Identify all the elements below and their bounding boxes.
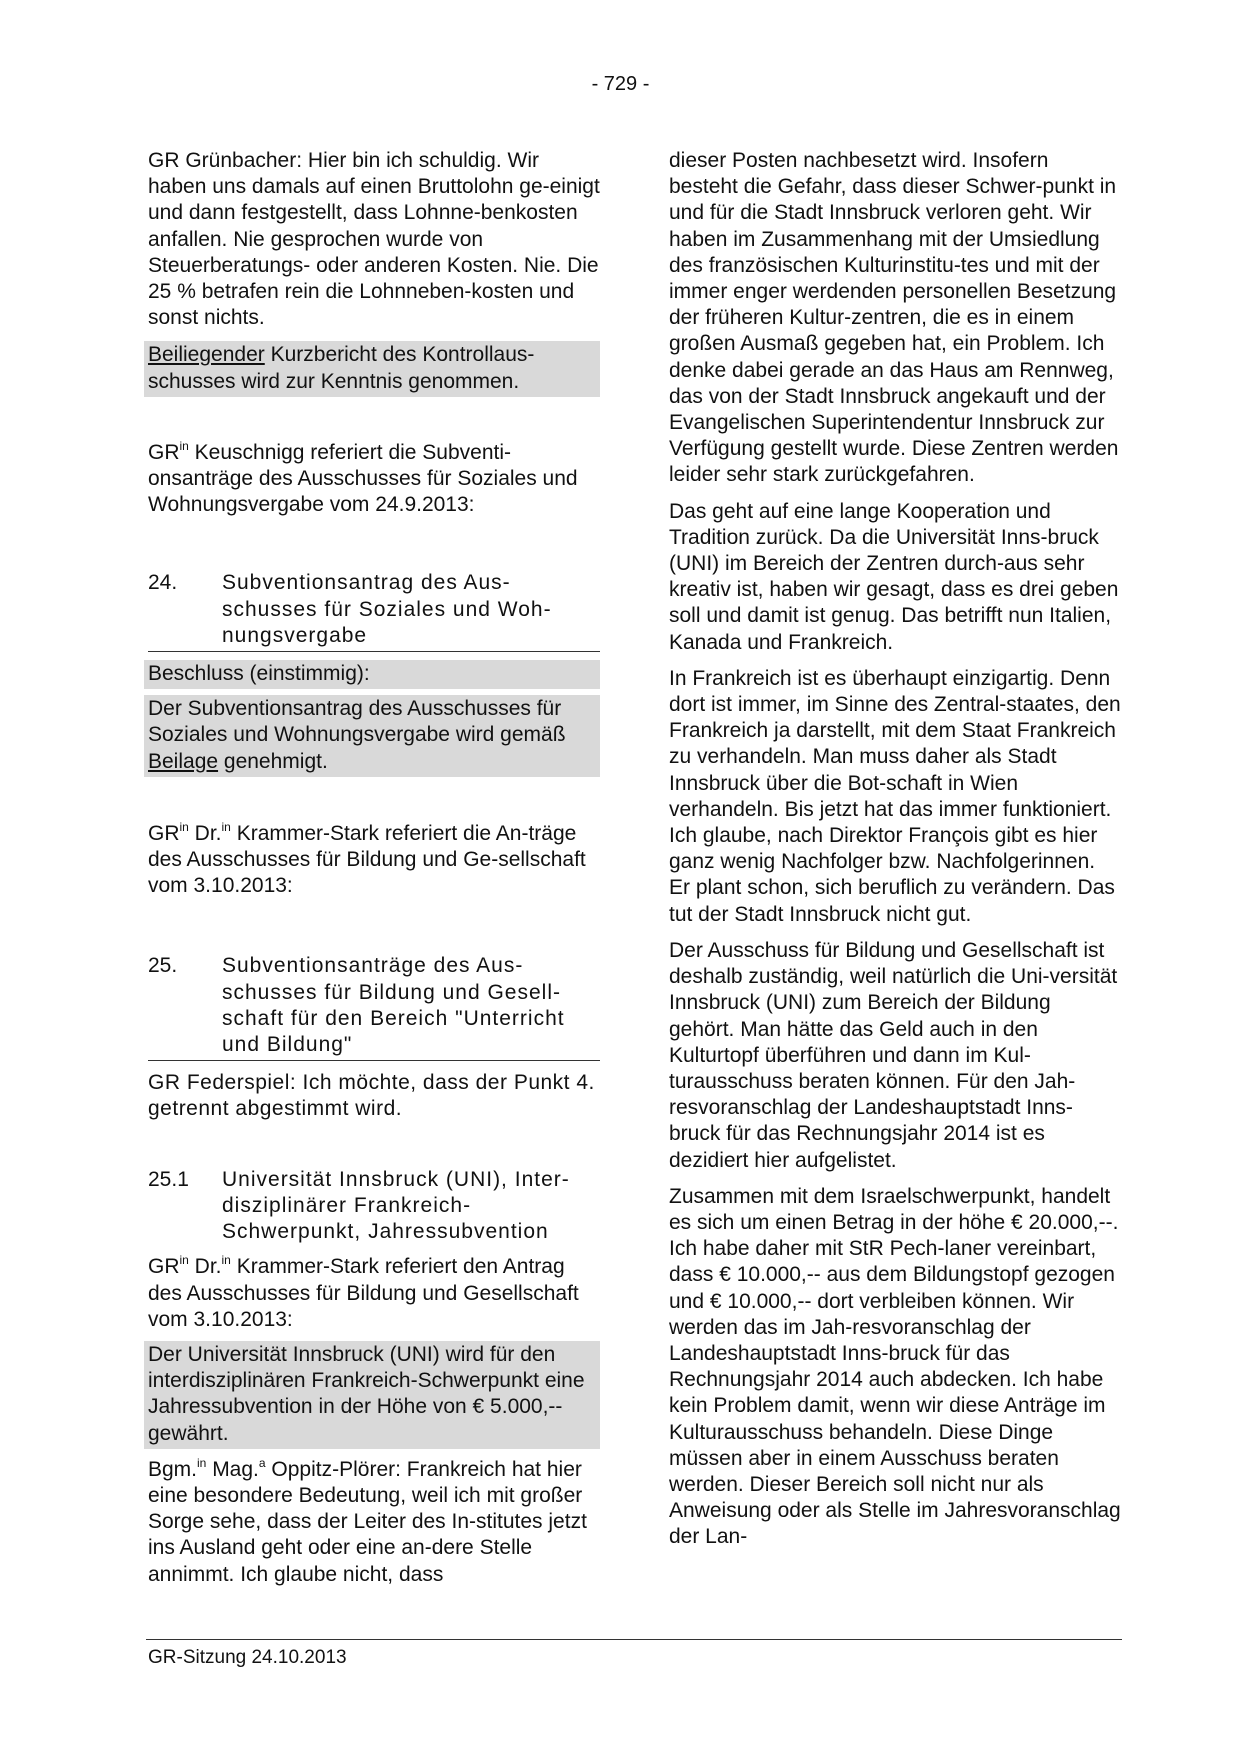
mag-prefix: Mag. [206, 1457, 259, 1481]
sup-in: in [221, 1253, 231, 1268]
federspiel-statement: GR Federspiel: Ich möchte, dass der Punkt 4. getrennt abgestimmt wird. [148, 1071, 595, 1121]
oppitz-statement [148, 1457, 600, 1588]
beschluss-label: Beschluss (einstimmig): [144, 660, 600, 689]
gr-prefix: GR [148, 440, 180, 464]
footer-session-date: GR-Sitzung 24.10.2013 [148, 1647, 347, 1668]
krammer-text: Krammer-Stark referiert die An-träge des Ausschusses für Bildung und Ge-sellschaft vom 3.10.2013: [148, 821, 586, 898]
uni-antrag: Der Universität Innsbruck (UNI) wird für den interdisziplinären Frankreich-Schwerpunkt eine Jahressubvention in der Höhe von € 5.000,-- gewährt. [144, 1341, 600, 1449]
keuschnigg-text: Keuschnigg referiert die Subventi-onsanträge des Ausschusses für Soziales und Wohnungsvergabe vom 24.9.2013: [148, 440, 578, 517]
beilage-link[interactable]: Beilage [148, 749, 219, 773]
sup-in: in [179, 1253, 189, 1268]
item-title: Subventionsantrag des Aus-schusses für Soziales und Woh-nungsvergabe [222, 571, 552, 647]
footer-rule [146, 1639, 1122, 1640]
krammer-intro-2 [148, 1254, 600, 1333]
kurzbericht-text: Kurzbericht des Kontrollaus-schusses wird zur Kenntnis genommen. [148, 343, 535, 393]
gr-prefix: GR [148, 1255, 180, 1279]
sup-a: a [258, 1455, 266, 1470]
dr-prefix: Dr. [188, 821, 222, 845]
keuschnigg-intro [148, 440, 600, 519]
paragraph-5: Zusammen mit dem Israelschwerpunkt, handelt es sich um einen Betrag in der höhe € 20.000,--. Ich habe daher mit StR Pech-laner vereinbart, dass € 10.000,-- aus dem Bildungstopf gezogen und € 10.000,-- dort verbleiben können. Wir werden das im Jah-resvoranschlag der Landeshauptstadt Inns-bruck für das Rechnungsjahr 2014 auch abdecken. Ich habe kein Problem damit, wenn wir diese Anträge im Kulturausschuss behandeln. Diese Dinge müssen aber in einem Ausschuss beraten werden. Dieser Bereich soll nicht nur als Anweisung oder als Stelle im Jahresvoranschlag der Lan- [669, 1184, 1121, 1549]
item-number: 24. [148, 571, 178, 595]
sup-in: in [197, 1455, 207, 1470]
paragraph-3: In Frankreich ist es überhaupt einzigartig. Denn dort ist immer, im Sinne des Zentral-staates, den Frankreich ja darstellt, mit dem Staat Frankreich zu verhandeln. Man muss daher als Stadt Innsbruck über die Bot-schaft in Wien verhandeln. Bis jetzt hat das immer funktioniert. Ich glaube, nach Direktor François gibt es hier ganz wenig Nachfolger bzw. Nachfolgerinnen. Er plant schon, sich beruflich zu verändern. Das tut der Stadt Innsbruck nicht gut. [669, 666, 1121, 926]
krammer-text: Krammer-Stark referiert den Antrag des Ausschusses für Bildung und Gesellschaft vom 3.10.2013: [148, 1255, 579, 1331]
kurzbericht-resolution [144, 341, 600, 396]
beschluss-end: genehmigt. [218, 749, 328, 773]
beschluss-body: Der Subventionsantrag des Ausschusses für Soziales und Wohnungsvergabe wird gemäß [148, 697, 566, 747]
agenda-item-25-1 [148, 1167, 600, 1246]
sup-in: in [221, 819, 231, 834]
beiliegender-link[interactable]: Beiliegender [148, 343, 265, 367]
agenda-item-25 [148, 953, 600, 1061]
sup-in: in [179, 438, 189, 453]
krammer-intro [148, 821, 600, 900]
left-column [148, 148, 600, 1588]
item-title: Subventionsanträge des Aus-schusses für Bildung und Gesell-schaft für den Bereich "Unterricht und Bildung" [222, 954, 565, 1057]
right-column [669, 148, 1121, 1551]
oppitz-text: Oppitz-Plörer: Frankreich hat hier eine besondere Bedeutung, weil ich mit großer Sorge sehe, dass der Leiter des In-stitutes jetzt ins Ausland geht oder eine an-dere Stelle annimmt. Ich glaube nicht, dass [148, 1457, 587, 1586]
beschluss-text [144, 695, 600, 777]
paragraph-4: Der Ausschuss für Bildung und Gesellschaft ist deshalb zuständig, weil natürlich die Uni-versität Innsbruck (UNI) zum Bereich der Bildung gehört. Man hätte das Geld auch in den Kulturtopf überführen und dann im Kul-turausschuss beraten können. Für den Jah-resvoranschlag der Landeshauptstadt Inns-bruck für das Rechnungsjahr 2014 ist es dezidiert hier aufgelistet. [669, 938, 1118, 1172]
agenda-item-24 [148, 570, 600, 652]
paragraph-1: dieser Posten nachbesetzt wird. Insofern besteht die Gefahr, dass dieser Schwer-punkt in und für die Stadt Innsbruck verloren geht. Wir haben im Zusammenhang mit der Umsiedlung des französischen Kulturinstitu-tes und mit der immer enger werdenden personellen Besetzung der früheren Kultur-zentren, die es in einem großen Ausmaß gegeben hat, ein Problem. Ich denke dabei gerade an das Haus am Rennweg, das von der Stadt Innsbruck angekauft und der Evangelischen Superintendentur Innsbruck zur Verfügung gestellt wurde. Diese Zentren werden leider sehr stark zurückgefahren. [669, 149, 1119, 487]
paragraph-2: Das geht auf eine lange Kooperation und Tradition zurück. Da die Universität Inns-bruck (UNI) im Bereich der Zentren durch-aus sehr kreativ ist, haben wir gesagt, dass es drei geben soll und damit ist genug. Das betrifft nun Italien, Kanada und Frankreich. [669, 499, 1119, 654]
item-title: Universität Innsbruck (UNI), Inter-disziplinärer Frankreich-Schwerpunkt, Jahressubvention [222, 1167, 570, 1244]
page-number: - 729 - [591, 73, 650, 95]
sup-in: in [179, 819, 189, 834]
gr-prefix: GR [148, 821, 180, 845]
bgm-prefix: Bgm. [148, 1457, 198, 1481]
item-number: 25.1 [148, 1167, 189, 1191]
dr-prefix: Dr. [188, 1255, 222, 1279]
gruenbacher-statement: GR Grünbacher: Hier bin ich schuldig. Wir haben uns damals auf einen Bruttolohn ge-einigt und dann festgestellt, dass Lohnne-benkosten anfallen. Nie gesprochen wurde von Steuerberatungs- oder anderen Kosten. Nie. Die 25 % betrafen rein die Lohnneben-kosten und sonst nichts. [148, 149, 600, 330]
item-number: 25. [148, 954, 178, 978]
